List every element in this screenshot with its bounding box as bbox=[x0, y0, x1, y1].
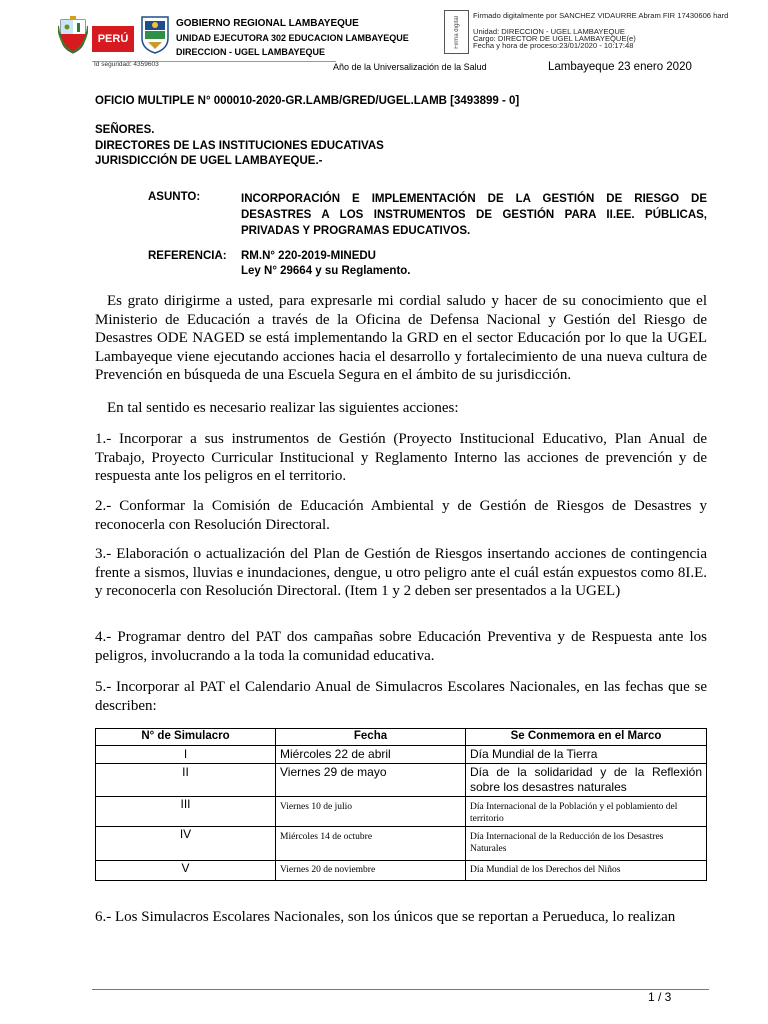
signature-line: Unidad: DIRECCION - UGEL LAMBAYEQUE bbox=[473, 27, 625, 36]
digital-signature-stamp: Firma digital bbox=[444, 10, 469, 54]
table-row bbox=[96, 797, 707, 827]
action-item-6: 6.- Los Simulacros Escolares Nacionales, son los únicos que se reportan a Perueduca, lo realizan bbox=[95, 909, 676, 925]
footer-divider bbox=[92, 989, 709, 990]
referencia-label: REFERENCIA: bbox=[148, 250, 227, 262]
document-date: Lambayeque 23 enero 2020 bbox=[548, 61, 692, 73]
action-item-2: 2.- Conformar la Comisión de Educación Ambiental y de Gestión de Riesgos de Desastres y reconocerla con Resolución Directoral. bbox=[95, 498, 707, 533]
table-cell-num: IV bbox=[96, 827, 276, 861]
addressee-line: DIRECTORES DE LAS INSTITUCIONES EDUCATIVAS bbox=[95, 140, 384, 152]
table-header: N° de Simulacro bbox=[96, 729, 276, 746]
page-number: 1 / 3 bbox=[648, 990, 672, 1004]
table-cell-fecha: Miércoles 22 de abril bbox=[276, 746, 466, 764]
action-item-1: 1.- Incorporar a sus instrumentos de Gestión (Proyecto Institucional Educativo, Plan Anual de Trabajo, Proyecto Curricular Institucional y Reglamento Interno las acciones de prevención y de respuesta ante los peligros en el territorio. bbox=[95, 431, 707, 484]
table-cell-fecha: Viernes 20 de noviembre bbox=[276, 861, 466, 881]
referencia-item: RM.N° 220-2019-MINEDU bbox=[241, 250, 376, 262]
lambayeque-emblem-icon bbox=[140, 14, 170, 54]
intro-paragraph: Es grato dirigirme a usted, para expresarle mi cordial saludo y hacer de su conocimiento que el Ministerio de Educación a través de la Oficina de Defensa Nacional y Gestión del Riesgo de Desastres ODE NAGED se está implementando la GRD en el sector Educación por lo que la UGEL Lambayeque viene ejecutando acciones hacia el desarrollo y fortalecimiento de una nueva cultura de Prevención en búsqueda de una Escuela Segura en el ámbito de su jurisdicción. bbox=[95, 293, 707, 383]
security-id: Id seguridad: 4359603 bbox=[94, 61, 159, 68]
signature-line: Cargo: DIRECTOR DE UGEL LAMBAYEQUE(e) bbox=[473, 34, 636, 43]
simulacros-table bbox=[95, 728, 707, 881]
action-item-5: 5.- Incorporar al PAT el Calendario Anual de Simulacros Escolares Nacionales, en las fechas que se describen: bbox=[95, 679, 707, 714]
table-row bbox=[96, 827, 707, 861]
table-cell-marco: Día Internacional de la Reducción de los Desastres Naturales bbox=[466, 827, 707, 861]
table-cell-num: III bbox=[96, 797, 276, 827]
table-cell-fecha: Miércoles 14 de octubre bbox=[276, 827, 466, 861]
asunto-label: ASUNTO: bbox=[148, 191, 201, 203]
addressee-line: SEÑORES. bbox=[95, 124, 155, 136]
institution-unit: UNIDAD EJECUTORA 302 EDUCACION LAMBAYEQUE bbox=[176, 33, 409, 43]
table-cell-num: II bbox=[96, 764, 276, 797]
action-item-3: 3.- Elaboración o actualización del Plan de Gestión de Riesgos insertando acciones de contingencia frente a sismos, lluvias e inundaciones, dengue, u otro peligro ante el cuál están expuestos como 8I.E. y reconocerla con Resolución Directoral. (Item 1 y 2 deben ser presentados a la UGEL) bbox=[95, 546, 707, 599]
action-item-4: 4.- Programar dentro del PAT dos campañas sobre Educación Preventiva y de Respuesta ante los peligros, involucrando a la toda la comunidad educativa. bbox=[95, 629, 707, 664]
addressee-line: JURISDICCIÓN DE UGEL LAMBAYEQUE.- bbox=[95, 155, 323, 167]
asunto-text: INCORPORACIÓN E IMPLEMENTACIÓN DE LA GESTIÓN DE RIESGO DE DESASTRES A LOS INSTRUMENTOS DE GESTIÓN PARA II.EE. PÚBLICAS, PRIVADAS Y PROGRAMAS EDUCATIVOS. bbox=[241, 193, 707, 238]
year-motto: Año de la Universalización de la Salud bbox=[333, 62, 487, 72]
table-cell-fecha: Viernes 29 de mayo bbox=[276, 764, 466, 797]
peru-coat-of-arms-icon bbox=[58, 16, 88, 54]
peru-logo: PERÚ bbox=[92, 26, 134, 52]
signature-line: Fecha y hora de proceso:23/01/2020 - 10:17:48 bbox=[473, 41, 634, 50]
institution-name: GOBIERNO REGIONAL LAMBAYEQUE bbox=[176, 18, 359, 29]
table-row bbox=[96, 764, 707, 797]
institution-direction: DIRECCION - UGEL LAMBAYEQUE bbox=[176, 47, 326, 57]
table-cell-num: I bbox=[96, 746, 276, 764]
table-cell-marco: Día de la solidaridad y de la Reflexión sobre los desastres naturales bbox=[466, 764, 707, 797]
table-header-row bbox=[96, 729, 707, 746]
table-cell-marco: Día Internacional de la Población y el poblamiento del territorio bbox=[466, 797, 707, 827]
table-cell-num: V bbox=[96, 861, 276, 881]
table-header: Fecha bbox=[276, 729, 466, 746]
table-cell-marco: Día Mundial de la Tierra bbox=[466, 746, 707, 764]
signature-line: Firmado digitalmente por SANCHEZ VIDAURRE Abram FIR 17430606 hard bbox=[473, 11, 729, 20]
oficio-number: OFICIO MULTIPLE N° 000010-2020-GR.LAMB/GRED/UGEL.LAMB [3493899 - 0] bbox=[95, 95, 520, 107]
table-row bbox=[96, 861, 707, 881]
table-row bbox=[96, 746, 707, 764]
actions-intro-paragraph: En tal sentido es necesario realizar las siguientes acciones: bbox=[107, 400, 459, 416]
table-header: Se Conmemora en el Marco bbox=[466, 729, 707, 746]
table-cell-fecha: Viernes 10 de julio bbox=[276, 797, 466, 827]
referencia-item: Ley N° 29664 y su Reglamento. bbox=[241, 265, 411, 277]
table-cell-marco: Día Mundial de los Derechos del Niños bbox=[466, 861, 707, 881]
